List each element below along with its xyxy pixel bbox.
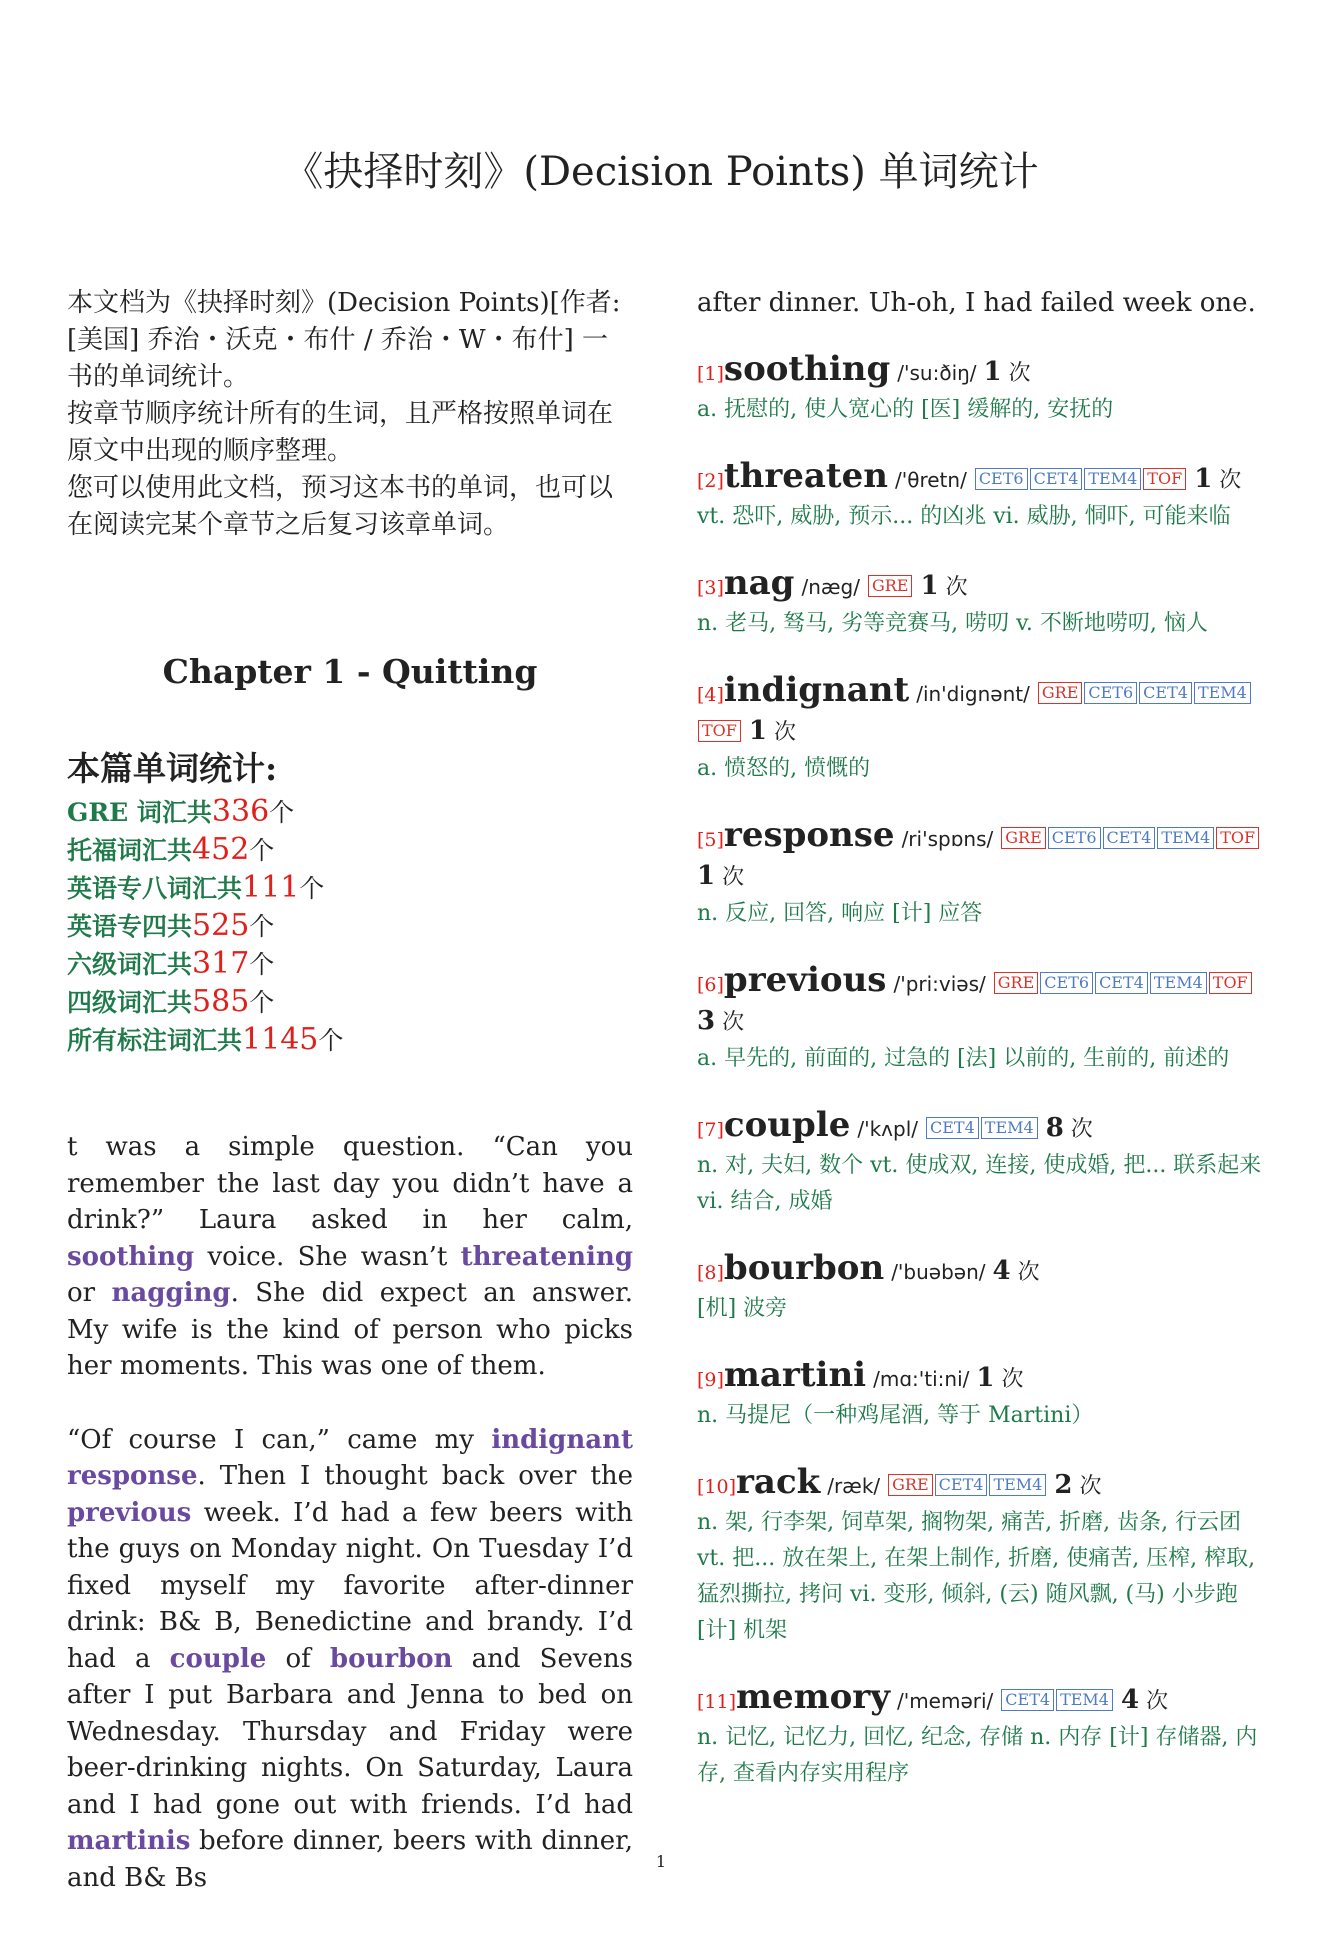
intro bbox=[67, 285, 633, 544]
entry-index: [9] bbox=[697, 1369, 724, 1391]
entry-header bbox=[697, 1357, 1272, 1398]
level-tag: GRE bbox=[1001, 827, 1046, 849]
level-tag: CET4 bbox=[1001, 1689, 1054, 1711]
level-tag: CET4 bbox=[935, 1474, 988, 1496]
chapter-text bbox=[67, 1129, 633, 1896]
stat-label: GRE 词汇共 bbox=[67, 798, 212, 827]
stat-unit: 个 bbox=[299, 874, 325, 903]
entry-header bbox=[697, 1250, 1272, 1291]
stat-row bbox=[67, 945, 633, 983]
entry-definition: a. 抚慰的, 使人宽心的 [医] 缓解的, 安抚的 bbox=[697, 397, 1114, 422]
entry-index: [8] bbox=[697, 1262, 724, 1284]
stat-label: 英语专八词汇共 bbox=[67, 874, 243, 903]
stat-count: 452 bbox=[192, 832, 250, 867]
text-paragraph: t was a simple question. “Can you remember the last day you didn’t have a drink?” Laura asked in her calm, soothing voice. She wasn’t threatening or nagging. She did expect an answer. My wife is the kind of person who picks her moments. This was one of them. bbox=[67, 1132, 633, 1381]
entry-count: 8 bbox=[1045, 1113, 1064, 1143]
entry-index: [11] bbox=[697, 1691, 737, 1713]
document-title: 《抉择时刻》(Decision Points) 单词统计 bbox=[283, 149, 1039, 195]
stat-label: 四级词汇共 bbox=[67, 988, 193, 1017]
vocab-entry bbox=[697, 1679, 1272, 1792]
entry-count-unit: 次 bbox=[945, 575, 968, 600]
entry-definition: a. 愤怒的, 愤慨的 bbox=[697, 756, 871, 781]
entry-word: threaten bbox=[723, 456, 888, 496]
level-tag: GRE bbox=[888, 1474, 933, 1496]
level-tag: TEM4 bbox=[981, 1117, 1038, 1139]
stat-unit: 个 bbox=[249, 912, 275, 941]
text-paragraph: “Of course I can,” came my indignant response. Then I thought back over the previous week. I’d had a few beers with the guys on Monday night. On Tuesday I’d fixed myself my favorite after-dinner drink: B& B, Benedictine and brandy. I’d had a couple of bourbon and Sevens after I put Barbara and Jenna to bed on Wednesday. Thursday and Friday were beer-drinking nights. On Saturday, Laura and I had gone out with friends. I’d had martinis before dinner, beers with dinner, and B& Bs bbox=[67, 1424, 634, 1893]
entry-count: 1 bbox=[920, 571, 939, 601]
entry-index: [7] bbox=[697, 1119, 724, 1141]
level-tag: CET6 bbox=[1048, 827, 1101, 849]
entry-index: [2] bbox=[697, 470, 724, 492]
entry-index: [10] bbox=[697, 1476, 737, 1498]
entry-phonetic: /'su:ðiŋ/ bbox=[897, 361, 977, 385]
right-column bbox=[697, 285, 1272, 1792]
level-tag: CET4 bbox=[1139, 682, 1192, 704]
vocab-entry bbox=[697, 1107, 1272, 1220]
level-tag: TEM4 bbox=[1194, 682, 1251, 704]
level-tag: TEM4 bbox=[1084, 468, 1141, 490]
entry-count: 1 bbox=[983, 357, 1002, 387]
stat-count: 336 bbox=[211, 794, 270, 829]
continued-text: after dinner. Uh-oh, I had failed week one. bbox=[697, 288, 1256, 318]
entry-count: 3 bbox=[697, 1006, 716, 1036]
vocab-entry bbox=[697, 1357, 1272, 1434]
level-tag: CET6 bbox=[1040, 972, 1093, 994]
stat-unit: 个 bbox=[249, 950, 275, 979]
entry-header bbox=[697, 1679, 1272, 1720]
entry-definition: a. 早先的, 前面的, 过急的 [法] 以前的, 生前的, 前述的 bbox=[697, 1046, 1230, 1071]
stat-count: 317 bbox=[192, 946, 250, 981]
entry-definition: n. 记忆, 记忆力, 回忆, 纪念, 存储 n. 内存 [计] 存储器, 内存, 查看内存实用程序 bbox=[697, 1725, 1258, 1786]
vocab-highlight: soothing bbox=[67, 1241, 195, 1272]
entry-word: martini bbox=[723, 1355, 867, 1395]
level-tag: TOF bbox=[1216, 827, 1259, 849]
entry-index: [6] bbox=[697, 974, 724, 996]
level-tag: TEM4 bbox=[1150, 972, 1207, 994]
stat-row bbox=[67, 907, 633, 945]
entry-word: memory bbox=[736, 1677, 890, 1717]
entry-phonetic: /'kʌpl/ bbox=[857, 1117, 918, 1141]
level-tag: CET4 bbox=[1103, 827, 1156, 849]
entry-word: response bbox=[723, 815, 895, 855]
vocab-highlight: threatening bbox=[460, 1241, 633, 1272]
entry-word: rack bbox=[736, 1462, 821, 1502]
level-tag: CET4 bbox=[926, 1117, 979, 1139]
vocab-entry bbox=[697, 1250, 1272, 1327]
intro-paragraph: 按章节顺序统计所有的生词，且严格按照单词在原文中出现的顺序整理。 bbox=[67, 399, 614, 466]
level-tag: TOF bbox=[698, 720, 741, 742]
entry-index: [5] bbox=[697, 829, 724, 851]
level-tag: CET4 bbox=[1030, 468, 1083, 490]
intro-paragraph: 您可以使用此文档，预习这本书的单词，也可以在阅读完某个章节之后复习该章单词。 bbox=[67, 473, 614, 540]
vocab-highlight: bourbon bbox=[329, 1643, 453, 1674]
entry-phonetic: /'pri:viəs/ bbox=[893, 972, 986, 996]
level-tag: TEM4 bbox=[1056, 1689, 1113, 1711]
entry-word: nag bbox=[723, 563, 795, 603]
vocab-highlight: indignant response bbox=[67, 1424, 633, 1491]
stat-unit: 个 bbox=[269, 798, 295, 827]
entry-word: soothing bbox=[723, 349, 891, 389]
entry-phonetic: /'meməri/ bbox=[896, 1689, 994, 1713]
entry-phonetic: /næg/ bbox=[801, 575, 860, 599]
entry-count-unit: 次 bbox=[722, 1010, 745, 1035]
page-number: 1 bbox=[655, 1852, 667, 1871]
entry-index: [3] bbox=[697, 577, 724, 599]
entry-count: 4 bbox=[1120, 1685, 1140, 1715]
vocab-entry bbox=[697, 962, 1272, 1077]
level-tag: GRE bbox=[868, 575, 913, 597]
entry-word: bourbon bbox=[723, 1248, 885, 1288]
stat-row bbox=[67, 831, 633, 869]
stat-unit: 个 bbox=[318, 1026, 344, 1055]
level-tag: TOF bbox=[1143, 468, 1186, 490]
stat-label: 英语专四共 bbox=[67, 912, 193, 941]
entry-count: 4 bbox=[992, 1256, 1011, 1286]
entry-count-unit: 次 bbox=[1079, 1474, 1102, 1499]
stat-row bbox=[67, 869, 633, 907]
level-tag: CET6 bbox=[975, 468, 1028, 490]
stat-row bbox=[67, 983, 633, 1021]
entry-header bbox=[697, 1464, 1272, 1505]
entry-count: 2 bbox=[1054, 1470, 1073, 1500]
vocab-highlight: couple bbox=[169, 1643, 267, 1674]
level-tag: CET6 bbox=[1084, 682, 1137, 704]
stats-title: 本篇单词统计: bbox=[67, 749, 278, 788]
entry-count-unit: 次 bbox=[722, 865, 745, 890]
entry-count-unit: 次 bbox=[1070, 1117, 1093, 1142]
entry-index: [1] bbox=[697, 363, 724, 385]
entry-count: 1 bbox=[748, 716, 767, 746]
level-tag: GRE bbox=[994, 972, 1039, 994]
vocab-entry bbox=[697, 351, 1272, 428]
entry-phonetic: /ræk/ bbox=[827, 1474, 881, 1498]
entry-phonetic: /'θretn/ bbox=[894, 468, 967, 492]
stat-row bbox=[67, 793, 633, 831]
stat-label: 所有标注词汇共 bbox=[67, 1026, 243, 1055]
entry-phonetic: /mɑ:'ti:ni/ bbox=[873, 1367, 970, 1391]
vocabulary-list bbox=[697, 351, 1272, 1792]
vocab-entry bbox=[697, 565, 1272, 642]
entry-word: couple bbox=[723, 1105, 851, 1145]
entry-count-unit: 次 bbox=[1008, 361, 1031, 386]
entry-definition: n. 马提尼（一种鸡尾酒, 等于 Martini） bbox=[697, 1403, 1094, 1428]
stat-count: 111 bbox=[242, 870, 300, 905]
vocab-highlight: nagging bbox=[111, 1278, 231, 1308]
entry-count-unit: 次 bbox=[1017, 1260, 1040, 1285]
stat-unit: 个 bbox=[249, 836, 275, 865]
entry-phonetic: /'buəbən/ bbox=[891, 1260, 986, 1284]
entry-word: indignant bbox=[723, 670, 910, 710]
entry-header bbox=[697, 351, 1272, 392]
entry-phonetic: /in'dignənt/ bbox=[916, 682, 1030, 706]
level-tag: TEM4 bbox=[989, 1474, 1046, 1496]
entry-index: [4] bbox=[697, 684, 724, 706]
stat-label: 六级词汇共 bbox=[67, 950, 193, 979]
entry-count-unit: 次 bbox=[1146, 1689, 1169, 1714]
chapter-heading: Chapter 1 - Quitting bbox=[162, 652, 538, 691]
stat-label: 托福词汇共 bbox=[67, 836, 193, 865]
entry-definition: n. 反应, 回答, 响应 [计] 应答 bbox=[697, 901, 983, 926]
stat-row bbox=[67, 1021, 633, 1059]
stat-count: 1145 bbox=[242, 1022, 319, 1057]
vocab-highlight: previous bbox=[67, 1497, 192, 1528]
entry-count-unit: 次 bbox=[1219, 468, 1242, 493]
level-tag: CET4 bbox=[1095, 972, 1148, 994]
entry-phonetic: /ri'spɒns/ bbox=[901, 827, 994, 851]
entry-header bbox=[697, 672, 1272, 751]
stat-count: 525 bbox=[192, 908, 250, 943]
entry-word: previous bbox=[723, 960, 887, 1000]
vocab-highlight: martinis bbox=[67, 1826, 191, 1856]
stat-unit: 个 bbox=[249, 988, 275, 1017]
entry-count: 1 bbox=[976, 1363, 995, 1393]
entry-definition: vt. 恐吓, 威胁, 预示... 的凶兆 vi. 威胁, 恫吓, 可能来临 bbox=[697, 504, 1231, 529]
level-tag: TOF bbox=[1209, 972, 1252, 994]
stat-count: 585 bbox=[192, 984, 250, 1019]
vocab-entry bbox=[697, 817, 1272, 932]
entry-header bbox=[697, 458, 1272, 499]
intro-paragraph: 本文档为《抉择时刻》(Decision Points)[作者: [美国] 乔治・沃克・布什 / 乔治・W・布什] 一书的单词统计。 bbox=[67, 288, 621, 392]
level-tag: GRE bbox=[1038, 682, 1083, 704]
vocab-entry bbox=[697, 458, 1272, 535]
entry-header bbox=[697, 817, 1272, 896]
entry-definition: n. 老马, 驽马, 劣等竞赛马, 唠叨 v. 不断地唠叨, 恼人 bbox=[697, 611, 1208, 636]
word-stats bbox=[67, 793, 633, 1059]
entry-header bbox=[697, 962, 1272, 1041]
entry-count: 1 bbox=[697, 861, 716, 891]
level-tag: TEM4 bbox=[1157, 827, 1214, 849]
entry-header bbox=[697, 565, 1272, 606]
vocab-entry bbox=[697, 1464, 1272, 1649]
vocab-entry bbox=[697, 672, 1272, 787]
entry-definition: [机] 波旁 bbox=[697, 1296, 788, 1321]
entry-definition: n. 对, 夫妇, 数个 vt. 使成双, 连接, 使成婚, 把... 联系起来 vi. 结合, 成婚 bbox=[697, 1153, 1262, 1214]
entry-count: 1 bbox=[1194, 464, 1213, 494]
left-column bbox=[67, 285, 633, 1933]
entry-definition: n. 架, 行李架, 饲草架, 搁物架, 痛苦, 折磨, 齿条, 行云团 vt. 把... 放在架上, 在架上制作, 折磨, 使痛苦, 压榨, 榨取, 猛烈撕拉, 拷问 vi. 变形, 倾斜, (云) 随风飘, (马) 小步跑 [计] 机架 bbox=[697, 1510, 1256, 1643]
entry-count-unit: 次 bbox=[1001, 1367, 1024, 1392]
entry-count-unit: 次 bbox=[773, 720, 796, 745]
entry-header bbox=[697, 1107, 1272, 1148]
